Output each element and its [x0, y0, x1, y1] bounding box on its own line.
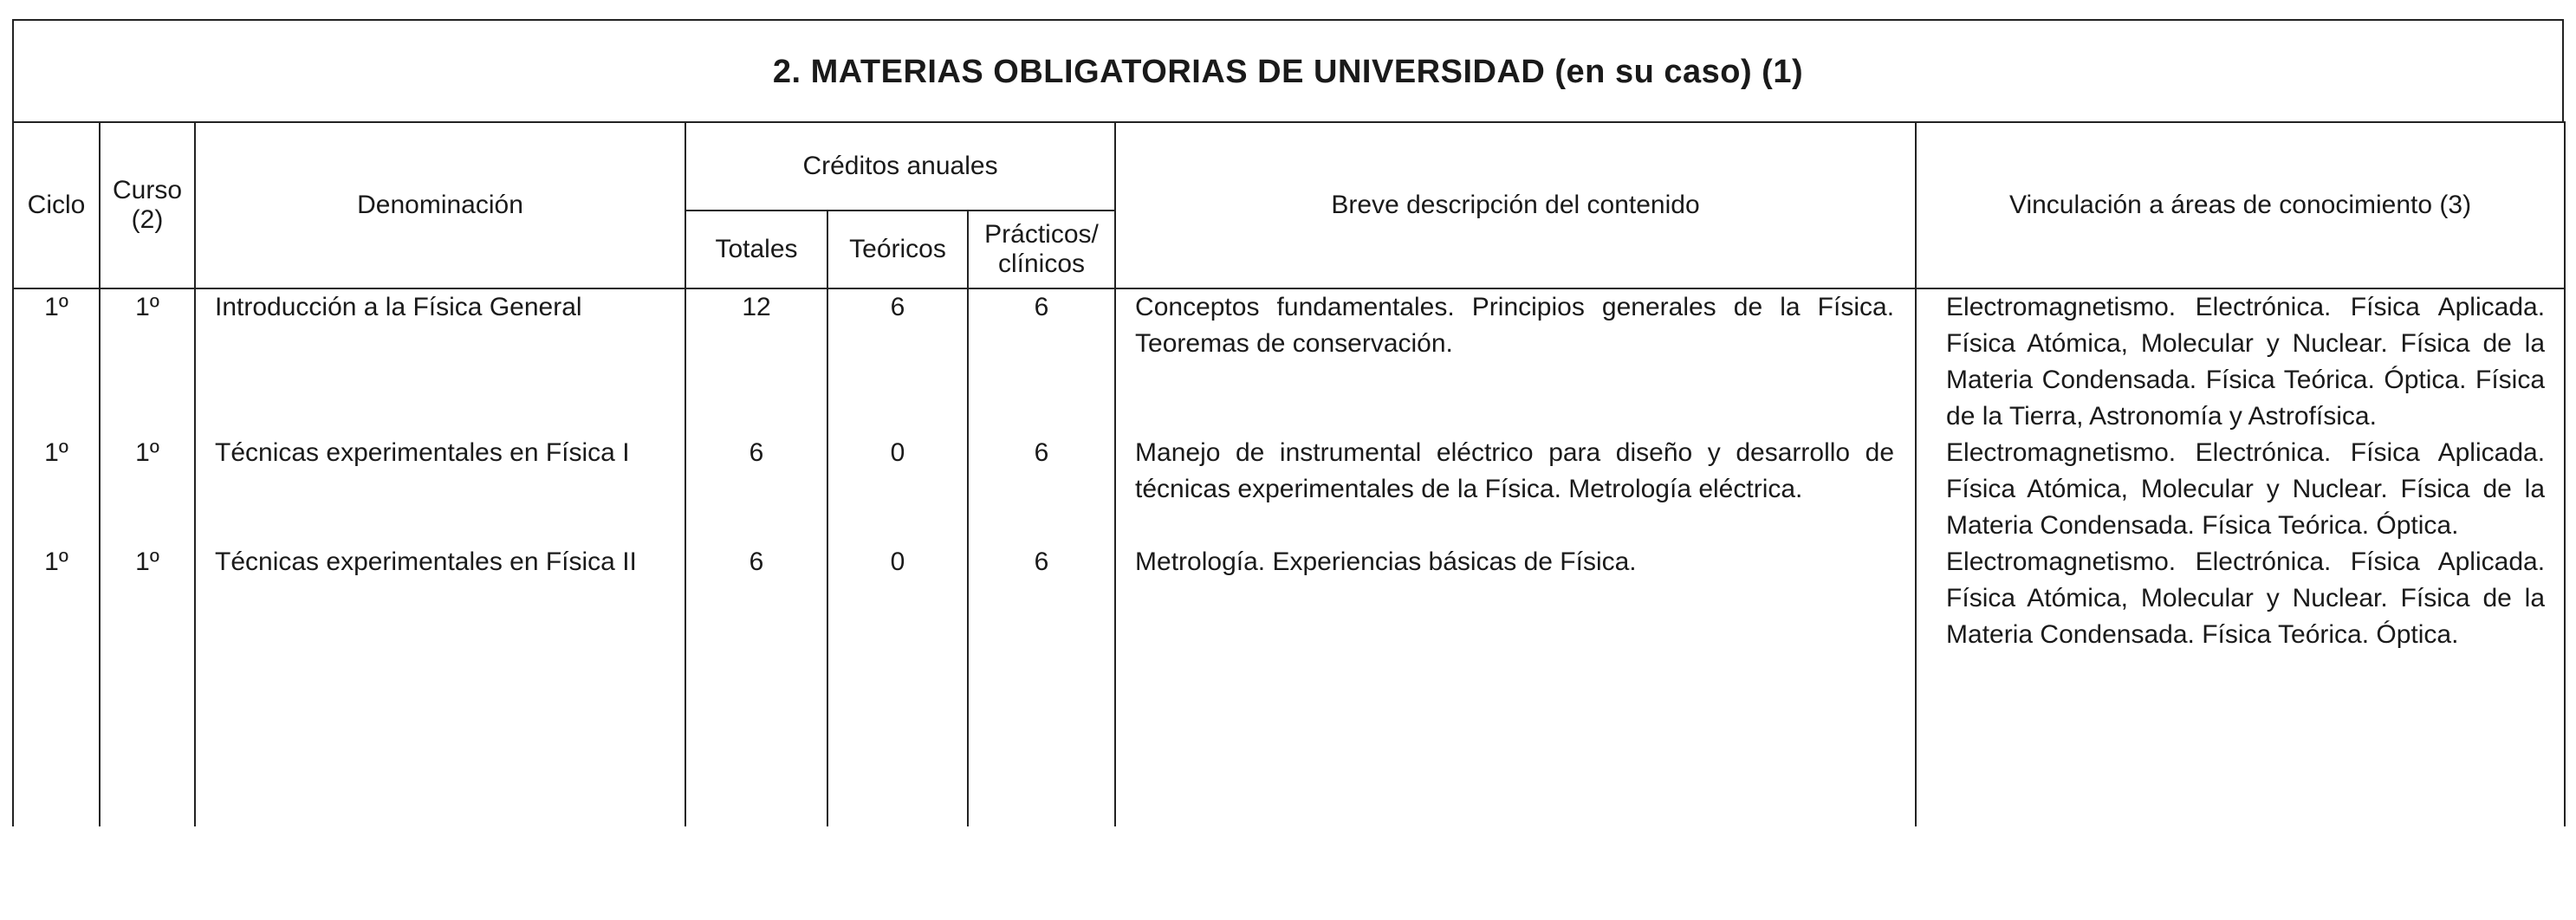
- header-teoricos: Teóricos: [827, 211, 968, 288]
- header-ciclo: Ciclo: [13, 122, 100, 288]
- spacer-cell: [685, 653, 827, 826]
- document-frame: [12, 19, 2564, 920]
- subjects-table: [12, 121, 2566, 826]
- spacer-cell: [1916, 653, 2565, 826]
- cell-descripcion: Conceptos fundamentales. Principios generales de la Física. Teoremas de conservación.: [1115, 288, 1916, 435]
- table-spacer: [13, 653, 2565, 826]
- spacer-cell: [827, 653, 968, 826]
- header-practicos-label: Prácticos/: [984, 220, 1099, 249]
- cell-totales: 12: [685, 288, 827, 435]
- spacer-cell: [968, 653, 1115, 826]
- cell-practicos: 6: [968, 288, 1115, 435]
- header-practicos: [968, 211, 1115, 288]
- cell-practicos: 6: [968, 435, 1115, 544]
- header-vinculacion: Vinculación a áreas de conocimiento (3): [1916, 122, 2565, 288]
- cell-descripcion: Metrología. Experiencias básicas de Física.: [1115, 544, 1916, 653]
- header-curso: [100, 122, 195, 288]
- cell-ciclo: 1º: [13, 435, 100, 544]
- cell-teoricos: 0: [827, 435, 968, 544]
- cell-curso: 1º: [100, 544, 195, 653]
- table-row: [13, 288, 2565, 435]
- cell-ciclo: 1º: [13, 544, 100, 653]
- cell-totales: 6: [685, 544, 827, 653]
- cell-ciclo: 1º: [13, 288, 100, 435]
- cell-teoricos: 0: [827, 544, 968, 653]
- table-row: [13, 544, 2565, 653]
- cell-vinculacion: Electromagnetismo. Electrónica. Física Aplicada. Física Atómica, Molecular y Nuclear. Física de la Materia Condensada. Física Teórica. Óptica. Física de la Tierra, Astronomía y Astrofísica.: [1916, 288, 2565, 435]
- spacer-cell: [100, 653, 195, 826]
- header-descripcion: Breve descripción del contenido: [1115, 122, 1916, 288]
- cell-teoricos: 6: [827, 288, 968, 435]
- cell-denominacion: Técnicas experimentales en Física II: [195, 544, 685, 653]
- cell-vinculacion: Electromagnetismo. Electrónica. Física Aplicada. Física Atómica, Molecular y Nuclear. Física de la Materia Condensada. Física Teórica. Óptica.: [1916, 435, 2565, 544]
- cell-curso: 1º: [100, 435, 195, 544]
- cell-practicos: 6: [968, 544, 1115, 653]
- spacer-cell: [1115, 653, 1916, 826]
- section-title-box: [12, 19, 2564, 123]
- header-curso-note: (2): [131, 205, 164, 234]
- header-totales: Totales: [685, 211, 827, 288]
- section-title: 2. MATERIAS OBLIGATORIAS DE UNIVERSIDAD (en su caso) (1): [772, 53, 1804, 90]
- cell-curso: 1º: [100, 288, 195, 435]
- cell-descripcion: Manejo de instrumental eléctrico para diseño y desarrollo de técnicas experimentales de la Física. Metrología eléctrica.: [1115, 435, 1916, 544]
- header-creditos: Créditos anuales: [685, 122, 1115, 211]
- cell-denominacion: Técnicas experimentales en Física I: [195, 435, 685, 544]
- header-clinicos-label: clínicos: [997, 249, 1086, 278]
- header-curso-label: Curso: [112, 176, 183, 204]
- cell-vinculacion: Electromagnetismo. Electrónica. Física Aplicada. Física Atómica, Molecular y Nuclear. Física de la Materia Condensada. Física Teórica. Óptica.: [1916, 544, 2565, 653]
- table-row: [13, 435, 2565, 544]
- spacer-cell: [13, 653, 100, 826]
- cell-totales: 6: [685, 435, 827, 544]
- cell-denominacion: Introducción a la Física General: [195, 288, 685, 435]
- spacer-cell: [195, 653, 685, 826]
- header-denominacion: Denominación: [195, 122, 685, 288]
